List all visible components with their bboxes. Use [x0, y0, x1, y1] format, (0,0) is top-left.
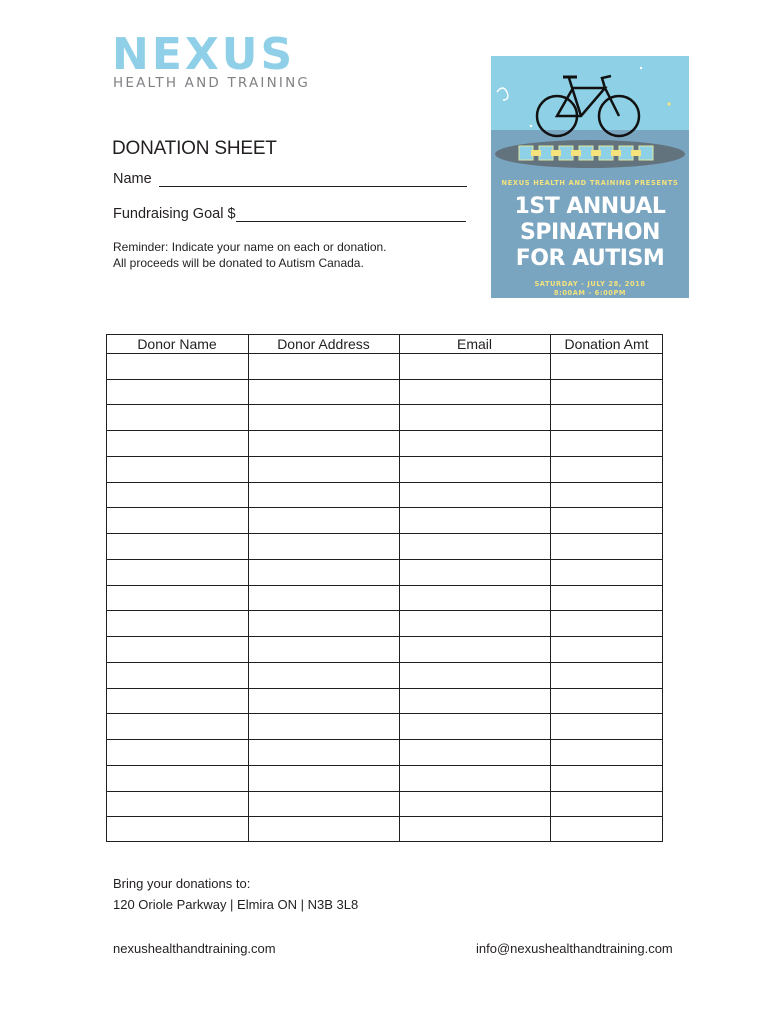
email-link[interactable]: info@nexushealthandtraining.com: [476, 941, 673, 956]
donation-table: [106, 334, 663, 842]
name-label: Name: [113, 171, 152, 187]
bring-donations-label: Bring your donations to:: [113, 876, 251, 891]
goal-field-row[interactable]: [113, 206, 466, 222]
poster-headline-3: FOR AUTISM: [515, 246, 665, 271]
name-field-row[interactable]: [113, 171, 467, 187]
website-link[interactable]: nexushealthandtraining.com: [113, 941, 276, 956]
name-blank[interactable]: [159, 171, 467, 187]
proceeds-text: All proceeds will be donated to Autism Canada.: [113, 256, 364, 270]
goal-label: Fundraising Goal $: [113, 206, 236, 222]
header-donor-address: Donor Address: [277, 336, 370, 352]
header-donor-name: Donor Name: [137, 336, 217, 352]
poster-time: 8:00AM - 6:00PM: [553, 289, 627, 297]
page-title: DONATION SHEET: [112, 138, 277, 159]
table-grid: [106, 334, 663, 842]
header-email: Email: [456, 336, 492, 352]
logo-wordmark: NEXUS: [112, 29, 296, 80]
goal-blank[interactable]: [236, 206, 466, 222]
logo-tagline: HEALTH AND TRAINING: [113, 75, 311, 91]
poster-presents: NEXUS HEALTH AND TRAINING PRESENTS: [501, 179, 679, 187]
drop-off-address: 120 Oriole Parkway | Elmira ON | N3B 3L8: [113, 897, 359, 912]
nexus-logo: [112, 29, 332, 92]
poster-date: SATURDAY - JULY 28, 2018: [534, 280, 646, 288]
spinathon-poster: [491, 56, 689, 298]
poster-headline-2: SPINATHON: [520, 220, 660, 245]
header-donation-amt: Donation Amt: [564, 336, 649, 352]
bicycle-illustration: [491, 56, 689, 178]
reminder-text: Reminder: Indicate your name on each or donation.: [113, 240, 387, 254]
poster-headline-1: 1ST ANNUAL: [514, 194, 666, 219]
